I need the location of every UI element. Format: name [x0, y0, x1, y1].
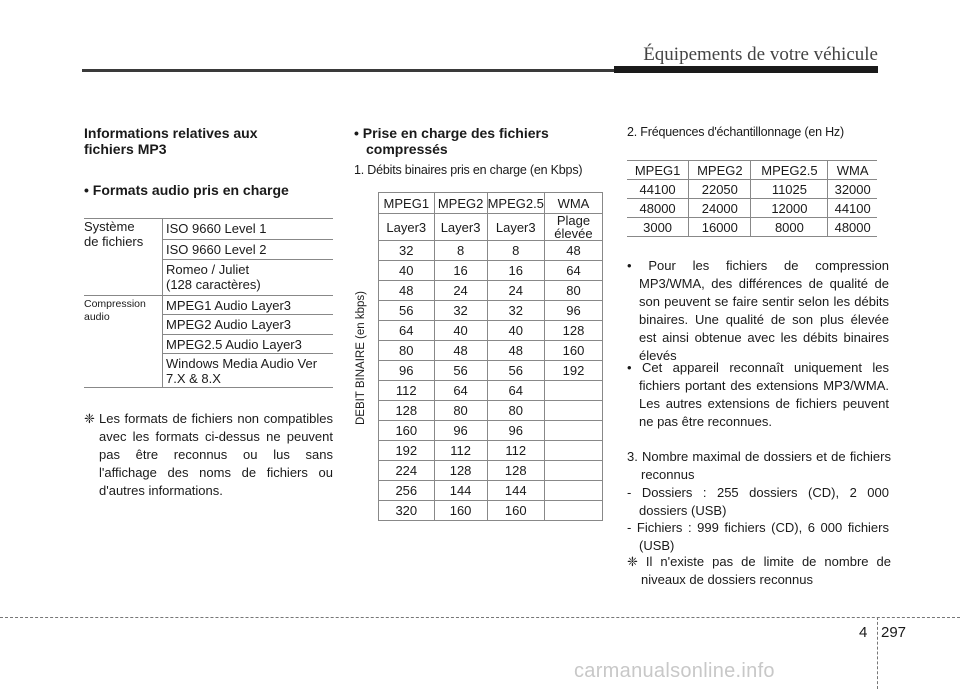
table-cell: 48 [379, 281, 435, 301]
table-cell: 160 [379, 421, 435, 441]
table-row: MPEG2 Audio Layer3 [162, 314, 333, 334]
table-row [162, 259, 333, 295]
header-cell: MPEG1 [627, 161, 689, 180]
table-cell: 44100 [828, 199, 877, 218]
bitrate-caption: 1. Débits binaires pris en charge (en Kbps) [354, 163, 583, 177]
table-cell [544, 481, 602, 501]
row-line: Romeo / Juliet [166, 262, 250, 277]
label-line: Système [84, 219, 135, 234]
table-cell: 48 [544, 241, 602, 261]
header-cell: MPEG2.5 [751, 161, 828, 180]
table-cell: 64 [487, 381, 544, 401]
table-cell [544, 461, 602, 481]
numbered-item: 3. Nombre maximal de dossiers et de fichiers reconnus [627, 449, 891, 482]
table-cell: 112 [487, 441, 544, 461]
table-cell: 40 [379, 261, 435, 281]
table-cell: 40 [487, 321, 544, 341]
table-cell: 80 [379, 341, 435, 361]
header-cell: Layer3 [487, 214, 544, 241]
bitrate-table [378, 192, 603, 521]
frequency-caption: 2. Fréquences d'échantillonnage (en Hz) [627, 125, 844, 139]
section-heading [354, 125, 549, 157]
table-row [379, 501, 603, 521]
table-row [627, 180, 877, 199]
header-cell: WMA [828, 161, 877, 180]
table-cell: 256 [379, 481, 435, 501]
table-cell: 32000 [828, 180, 877, 199]
table-row [379, 481, 603, 501]
table-cell: 8 [487, 241, 544, 261]
footer-rule [0, 617, 960, 618]
table-cell: 56 [487, 361, 544, 381]
table-cell: 16 [434, 261, 487, 281]
bitrate-table-body [379, 241, 603, 521]
table-cell: 3000 [627, 218, 689, 237]
row-line: (128 caractères) [166, 277, 261, 292]
heading-line: • Prise en charge des fichiers [354, 125, 549, 141]
page-number: 297 [881, 624, 907, 641]
frequency-table [627, 160, 877, 237]
heading-line: compressés [366, 141, 448, 157]
table-cell: 144 [434, 481, 487, 501]
table-cell: 8000 [751, 218, 828, 237]
table-cell: 11025 [751, 180, 828, 199]
table-cell: 48000 [627, 199, 689, 218]
table-cell [544, 501, 602, 521]
table-cell: 192 [379, 441, 435, 461]
table-cell: 96 [487, 421, 544, 441]
table-cell: 16 [487, 261, 544, 281]
table-row [627, 199, 877, 218]
table-cell: 80 [434, 401, 487, 421]
header-cell: WMA [544, 193, 602, 214]
table-row: ISO 9660 Level 2 [162, 239, 333, 259]
table-cell: 24000 [689, 199, 751, 218]
table-cell: 128 [544, 321, 602, 341]
table-cell: 80 [487, 401, 544, 421]
table-cell: 64 [434, 381, 487, 401]
row-line: Windows Media Audio Ver [166, 356, 318, 371]
table-cell: 44100 [627, 180, 689, 199]
header-cell: Layer3 [379, 214, 435, 241]
table-cell [544, 441, 602, 461]
dash-item: - Dossiers : 255 dossiers (CD), 2 000 dossiers (USB) [627, 485, 889, 518]
subheading: • Formats audio pris en charge [84, 182, 289, 198]
table-cell [544, 381, 602, 401]
table-cell: 24 [434, 281, 487, 301]
table-cell: 64 [544, 261, 602, 281]
table-cell [544, 401, 602, 421]
header-cell: MPEG1 [379, 193, 435, 214]
table-row [379, 341, 603, 361]
label-line: audio [84, 311, 110, 323]
table-row [379, 321, 603, 341]
table-cell: 320 [379, 501, 435, 521]
table-row [379, 421, 603, 441]
note-symbol: ❈ [84, 411, 95, 426]
table-cell: 48000 [828, 218, 877, 237]
table-cell: 96 [544, 301, 602, 321]
heading-line: Informations relatives aux [84, 125, 258, 141]
table-cell: 64 [379, 321, 435, 341]
table-cell: 80 [544, 281, 602, 301]
table-row [379, 441, 603, 461]
table-cell: 12000 [751, 199, 828, 218]
bullet-paragraph: • Cet appareil reconnaît uniquement les fichiers portant des extensions MP3/WMA. Les autres extensions de fichiers peuvent ne pas être reconnues. [627, 360, 889, 429]
label-line: de fichiers [84, 234, 144, 249]
table-cell: 32 [434, 301, 487, 321]
audio-formats-table [84, 218, 333, 388]
table-rule [84, 387, 333, 388]
table-row [627, 218, 877, 237]
chapter-number: 4 [859, 624, 868, 641]
table-cell: 96 [379, 361, 435, 381]
table-cell: 192 [544, 361, 602, 381]
table-cell: 32 [379, 241, 435, 261]
table-header-row [627, 161, 877, 180]
table-cell: 48 [434, 341, 487, 361]
table-cell: 24 [487, 281, 544, 301]
table-row [379, 461, 603, 481]
row-line: 7.X & 8.X [166, 371, 221, 386]
table-section-label [84, 219, 143, 249]
footer-divider [877, 617, 878, 689]
header-cell: MPEG2 [689, 161, 751, 180]
table-cell: 96 [434, 421, 487, 441]
table-row [379, 401, 603, 421]
table-cell: 56 [379, 301, 435, 321]
header-cell: MPEG2 [434, 193, 487, 214]
table-cell: 160 [544, 341, 602, 361]
header-line: Plage [556, 213, 591, 228]
table-section-label [84, 298, 146, 324]
table-row [162, 353, 333, 387]
table-cell: 32 [487, 301, 544, 321]
table-cell: 224 [379, 461, 435, 481]
bitrate-axis-label: DEBIT BINAIRE (en kbps) [355, 291, 367, 425]
table-cell: 112 [434, 441, 487, 461]
table-cell: 56 [434, 361, 487, 381]
table-row [379, 281, 603, 301]
table-row [379, 301, 603, 321]
header-cell [544, 214, 602, 241]
table-cell: 112 [379, 381, 435, 401]
frequency-table-body [627, 180, 877, 237]
table-cell: 144 [487, 481, 544, 501]
header-cell: MPEG2.5 [487, 193, 544, 214]
bullet-paragraph: • Pour les fichiers de compression MP3/WMA, des différences de qualité de son peuvent se faire sentir selon les débits binaires. Une qualité de son plus élevée est ainsi obtenue avec les débits binaires élevés [627, 258, 889, 363]
label-line: Compression [84, 298, 146, 310]
table-cell: 128 [379, 401, 435, 421]
page-header-title: Équipements de votre véhicule [643, 44, 878, 65]
table-row: MPEG1 Audio Layer3 [162, 295, 333, 314]
table-cell [544, 421, 602, 441]
table-row [379, 261, 603, 281]
table-row: MPEG2.5 Audio Layer3 [162, 334, 333, 353]
table-row [379, 241, 603, 261]
heading-line: fichiers MP3 [84, 141, 167, 157]
note-text: Les formats de fichiers non compatibles avec les formats ci-dessus ne peuvent pas être reconnus ou lus sans l'affichage des noms de fichiers ou d'autres informations. [99, 411, 333, 498]
table-cell: 128 [487, 461, 544, 481]
table-cell: 22050 [689, 180, 751, 199]
note-paragraph: ❈ Il n'existe pas de limite de nombre de niveaux de dossiers reconnus [627, 554, 891, 587]
header-cell: Layer3 [434, 214, 487, 241]
header-line: élevée [554, 226, 593, 241]
dash-item: - Fichiers : 999 fichiers (CD), 6 000 fichiers (USB) [627, 520, 889, 553]
table-cell: 48 [487, 341, 544, 361]
table-cell: 160 [487, 501, 544, 521]
table-cell: 16000 [689, 218, 751, 237]
table-divider [162, 218, 163, 388]
table-row [379, 361, 603, 381]
note-paragraph [84, 410, 333, 500]
table-cell: 40 [434, 321, 487, 341]
table-header-row [379, 193, 603, 214]
table-header-row [379, 214, 603, 241]
section-heading [84, 125, 258, 157]
table-cell: 160 [434, 501, 487, 521]
table-row [379, 381, 603, 401]
watermark: carmanualsonline.info [574, 660, 775, 682]
table-cell: 128 [434, 461, 487, 481]
table-cell: 8 [434, 241, 487, 261]
table-row: ISO 9660 Level 1 [162, 218, 333, 239]
header-bar [614, 66, 878, 73]
